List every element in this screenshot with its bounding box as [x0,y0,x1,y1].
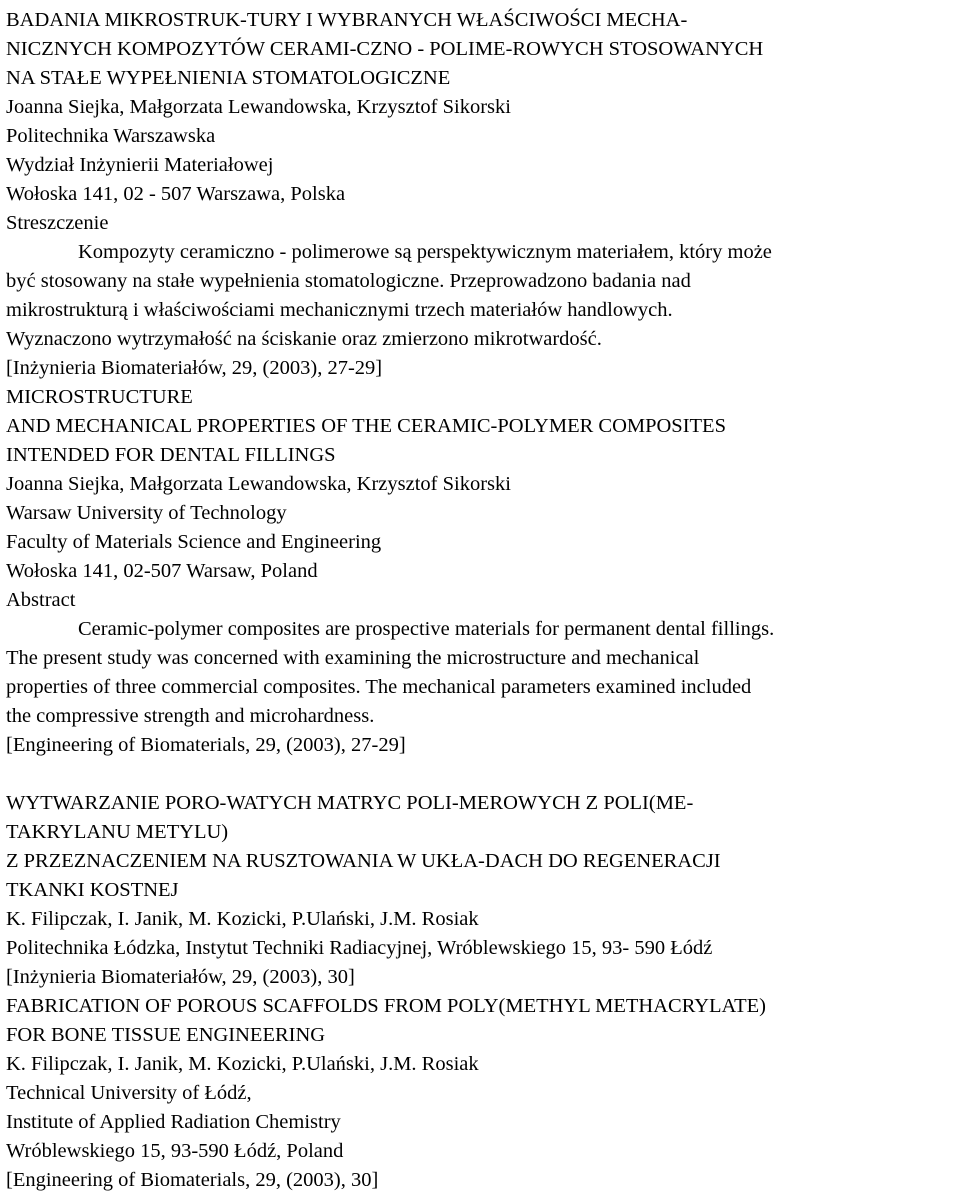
title-en-line: AND MECHANICAL PROPERTIES OF THE CERAMIC-POLYMER COMPOSITES [6,415,726,437]
title-en-line: MICROSTRUCTURE [6,386,193,408]
title-pl-line: TKANKI KOSTNEJ [6,879,179,901]
abstract-pl-line: być stosowany na stałe wypełnienia stomatologiczne. Przeprowadzono badania nad [6,270,691,292]
authors-pl: K. Filipczak, I. Janik, M. Kozicki, P.Ulański, J.M. Rosiak [6,908,479,930]
abstract-en-line: The present study was concerned with examining the microstructure and mechanical [6,647,700,669]
authors-en: K. Filipczak, I. Janik, M. Kozicki, P.Ulański, J.M. Rosiak [6,1053,479,1075]
affiliation-pl-line: Wydział Inżynierii Materiałowej [6,154,274,176]
affiliation-en-line: Wołoska 141, 02-507 Warsaw, Poland [6,560,318,582]
title-pl-line: NICZNYCH KOMPOZYTÓW CERAMI-CZNO - POLIME-ROWYCH STOSOWANYCH [6,38,764,60]
authors-pl: Joanna Siejka, Małgorzata Lewandowska, Krzysztof Sikorski [6,96,511,118]
abstract-en-line: the compressive strength and microhardness. [6,705,375,727]
title-pl-line: TAKRYLANU METYLU) [6,821,229,843]
abstract-pl-line: Kompozyty ceramiczno - polimerowe są perspektywicznym materiałem, który może [78,241,772,263]
citation-pl: [Inżynieria Biomateriałów, 29, (2003), 27-29] [6,357,383,379]
title-en-line: FABRICATION OF POROUS SCAFFOLDS FROM POLY(METHYL METHACRYLATE) [6,995,766,1017]
title-pl-line: NA STAŁE WYPEŁNIENIA STOMATOLOGICZNE [6,67,451,89]
title-en-line: FOR BONE TISSUE ENGINEERING [6,1024,326,1046]
affiliation-en-line: Technical University of Łódź, [6,1082,252,1104]
affiliation-en-line: Wróblewskiego 15, 93-590 Łódź, Poland [6,1140,344,1162]
citation-pl: [Inżynieria Biomateriałów, 29, (2003), 30] [6,966,355,988]
affiliation-en-line: Institute of Applied Radiation Chemistry [6,1111,341,1133]
title-pl-line: BADANIA MIKROSTRUK-TURY I WYBRANYCH WŁAŚCIWOŚCI MECHA- [6,9,688,31]
title-pl-line: Z PRZEZNACZENIEM NA RUSZTOWANIA W UKŁA-DACH DO REGENERACJI [6,850,721,872]
abstract-en-line: properties of three commercial composites. The mechanical parameters examined included [6,676,752,698]
abstract-en-line: Ceramic-polymer composites are prospective materials for permanent dental fillings. [78,618,775,640]
abstract-pl-line: mikrostrukturą i właściwościami mechanicznymi trzech materiałów handlowych. [6,299,673,321]
affiliation-pl-line: Wołoska 141, 02 - 507 Warszawa, Polska [6,183,346,205]
citation-en: [Engineering of Biomaterials, 29, (2003), 30] [6,1169,379,1191]
affiliation-en-line: Warsaw University of Technology [6,502,287,524]
section-gap [6,760,960,789]
title-pl-line: WYTWARZANIE PORO-WATYCH MATRYC POLI-MEROWYCH Z POLI(ME- [6,792,694,814]
abstract-heading-pl: Streszczenie [6,212,109,234]
abstract-heading-en: Abstract [6,589,76,611]
article-1 [6,6,960,760]
affiliation-pl-line: Politechnika Warszawska [6,125,216,147]
affiliation-en-line: Faculty of Materials Science and Engineering [6,531,382,553]
article-2 [6,789,960,1195]
abstract-pl-line: Wyznaczono wytrzymałość na ściskanie oraz zmierzono mikrotwardość. [6,328,602,350]
authors-en: Joanna Siejka, Małgorzata Lewandowska, Krzysztof Sikorski [6,473,511,495]
affiliation-pl: Politechnika Łódzka, Instytut Techniki Radiacyjnej, Wróblewskiego 15, 93- 590 Łódź [6,937,713,959]
citation-en: [Engineering of Biomaterials, 29, (2003), 27-29] [6,734,406,756]
title-en-line: INTENDED FOR DENTAL FILLINGS [6,444,336,466]
